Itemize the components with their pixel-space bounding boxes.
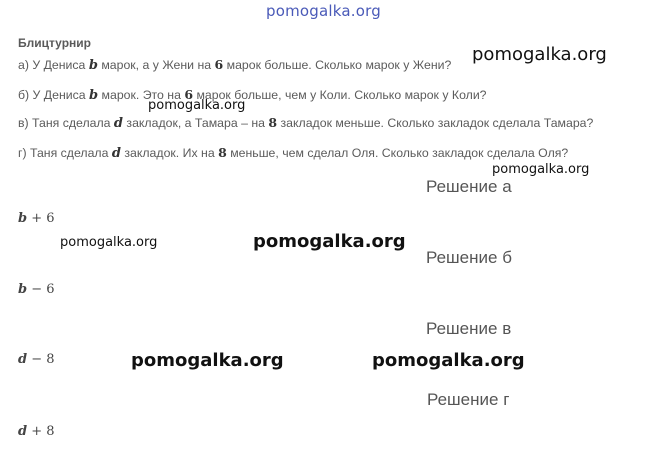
- section-title: Блицтурнир: [18, 36, 91, 50]
- solution-d-heading: Решение г: [427, 390, 510, 409]
- expr-number: 8: [46, 352, 55, 367]
- math-number: 8: [268, 115, 278, 130]
- watermark: pomogalka.org: [253, 231, 406, 252]
- solution-b-expression: [18, 282, 55, 297]
- question-text: меньше, чем сделал Оля. Сколько закладок сделала Оля?: [226, 146, 569, 160]
- math-variable: b: [88, 58, 98, 73]
- expr-number: 6: [46, 211, 55, 226]
- watermark: pomogalka.org: [472, 44, 607, 65]
- question-text: марок, а у Жени на: [97, 58, 215, 72]
- question-a: [18, 57, 451, 73]
- watermark: pomogalka.org: [131, 350, 284, 371]
- expr-operator: −: [27, 352, 47, 367]
- math-number: 6: [214, 57, 224, 72]
- question-text: а) У Дениса: [18, 58, 89, 72]
- expr-number: 6: [46, 282, 55, 297]
- solution-c-expression: [18, 352, 55, 367]
- solution-a-expression: [18, 211, 55, 226]
- expr-operator: +: [27, 211, 47, 226]
- watermark: pomogalka.org: [372, 350, 525, 371]
- question-text: закладок меньше. Сколько закладок сделала Тамара?: [277, 116, 594, 130]
- question-text: в) Таня сделала: [18, 116, 114, 130]
- question-c: [18, 115, 593, 131]
- solution-c-heading: Решение в: [426, 319, 512, 338]
- expr-variable: b: [18, 282, 28, 297]
- header-watermark: pomogalka.org: [266, 2, 381, 20]
- expr-variable: b: [18, 211, 28, 226]
- question-text: марок больше, чем у Коли. Сколько марок у Коли?: [193, 88, 487, 102]
- expr-number: 8: [46, 424, 55, 439]
- question-text: закладок, а Тамара – на: [123, 116, 269, 130]
- solution-a-heading: Решение а: [426, 177, 512, 196]
- question-text: б) У Дениса: [18, 88, 90, 102]
- math-number: 8: [218, 145, 227, 160]
- question-text: г) Таня сделала: [18, 146, 112, 160]
- math-variable: d: [113, 116, 124, 131]
- expr-operator: −: [27, 282, 47, 297]
- solution-b-heading: Решение б: [426, 248, 512, 267]
- solution-d-expression: [18, 424, 55, 439]
- expr-variable: d: [18, 424, 28, 439]
- question-text: марок больше. Сколько марок у Жени?: [223, 58, 452, 72]
- watermark: pomogalka.org: [492, 162, 590, 177]
- math-number: 6: [184, 87, 194, 102]
- math-variable: d: [111, 146, 121, 161]
- question-d: [18, 145, 568, 161]
- expr-variable: d: [18, 352, 28, 367]
- expr-operator: +: [27, 424, 47, 439]
- watermark: pomogalka.org: [60, 235, 158, 250]
- question-b: [18, 87, 487, 103]
- math-variable: b: [89, 88, 99, 103]
- question-text: закладок. Их на: [120, 146, 219, 160]
- watermark: pomogalka.org: [148, 98, 246, 113]
- question-text: марок. Это на: [98, 88, 185, 102]
